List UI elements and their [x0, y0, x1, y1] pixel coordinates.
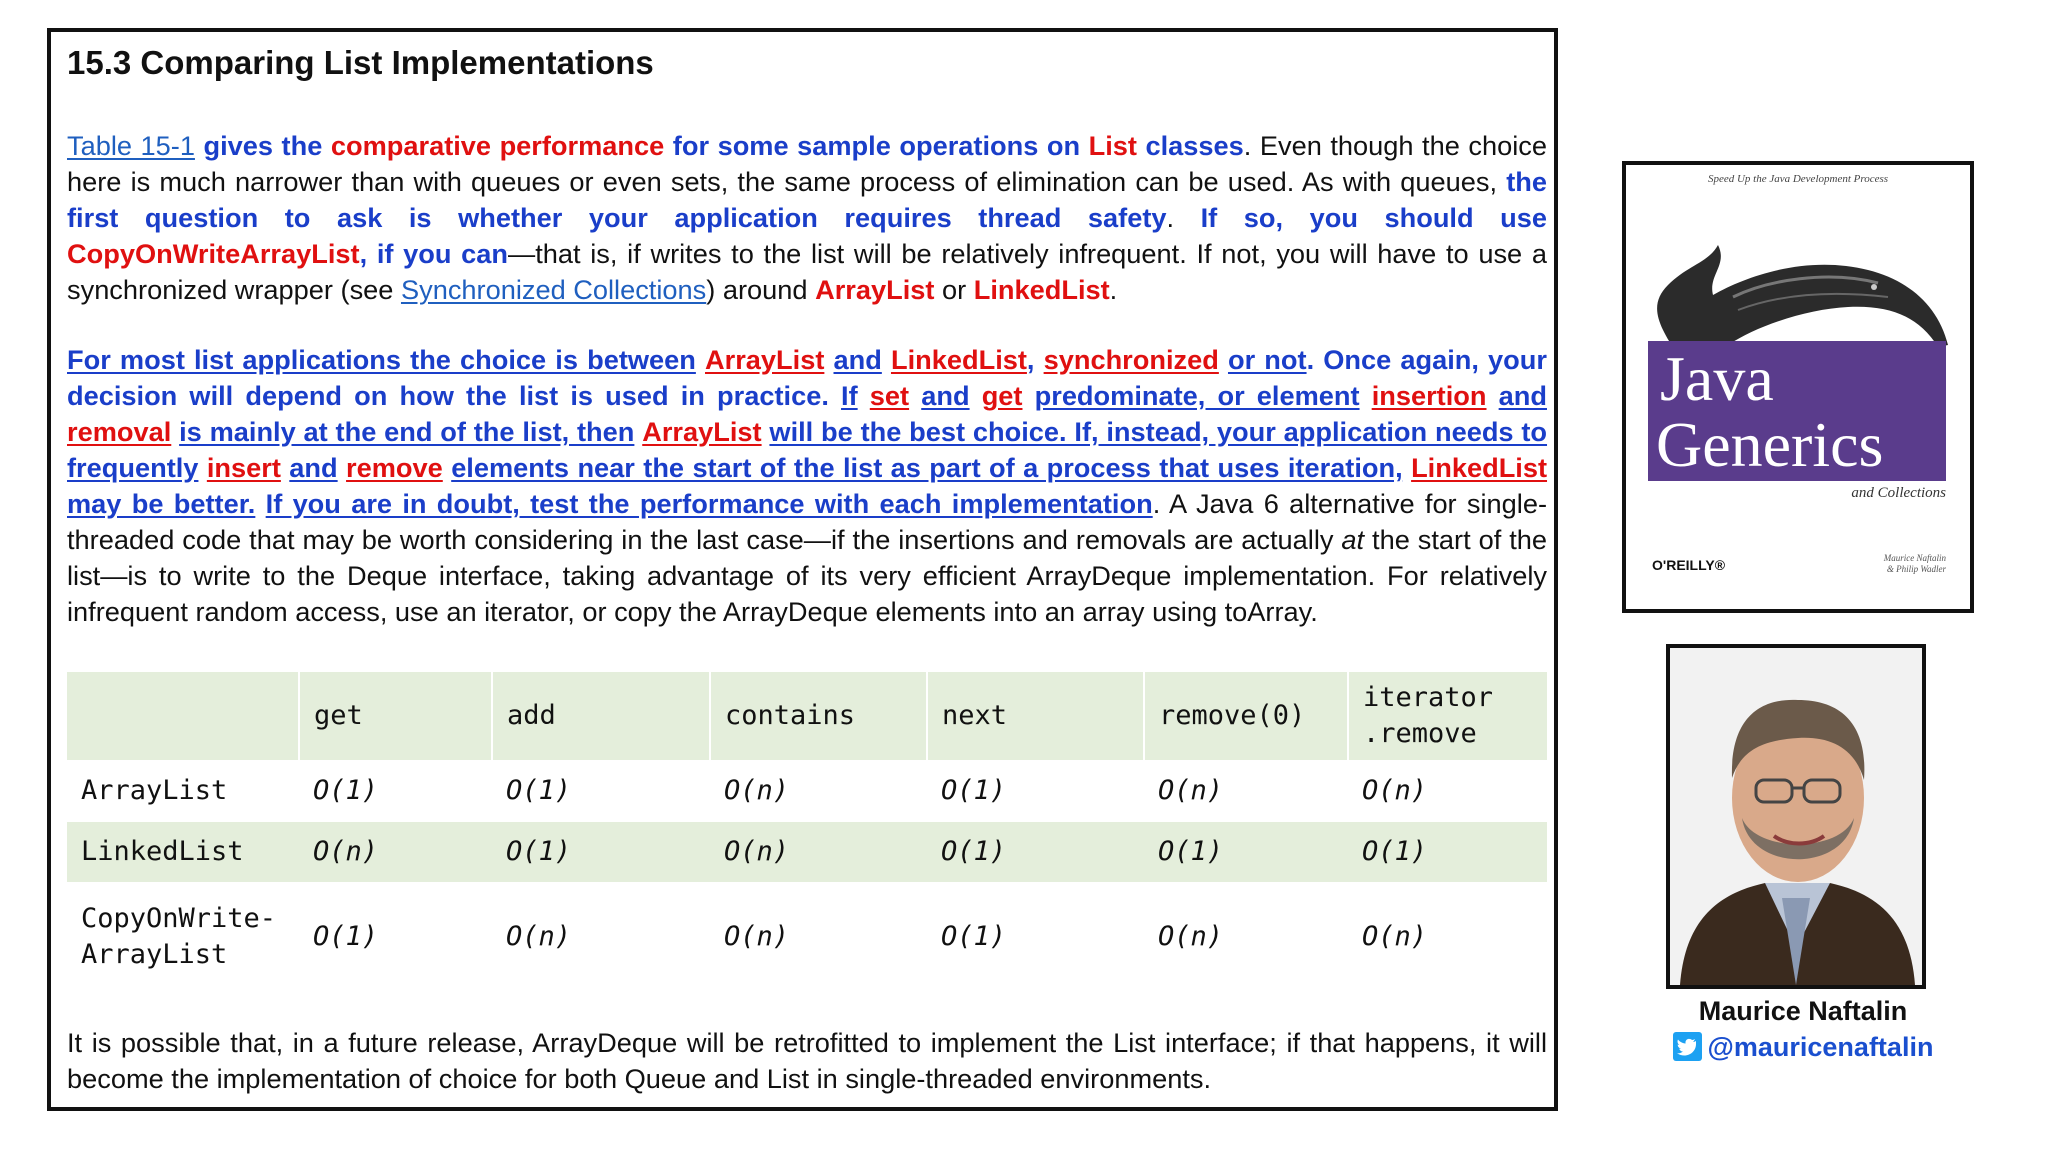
publisher-logo: O'REILLY® [1652, 557, 1726, 573]
table-cell: O(n) [1158, 921, 1224, 952]
text-span: . [1109, 274, 1118, 305]
row-label: LinkedList [81, 836, 244, 867]
text-span: classes [1136, 130, 1244, 161]
text-span: the start of the list—is to write to the Deque interface, taking advantage of its very efficient ArrayDeque implementation. For relatively infrequent random access, use an iterator, or copy the ArrayDeque elements into an array using toArray. [67, 524, 1547, 627]
text-span: or not [1227, 344, 1307, 375]
table-cell: O(1) [506, 836, 572, 867]
speaker-name: Maurice Naftalin [1698, 996, 1908, 1026]
table-cell: O(n) [506, 921, 572, 952]
book-cover [1622, 161, 1974, 613]
text-span: or [934, 274, 974, 305]
table-cell: O(1) [941, 836, 1007, 867]
text-span: at [1341, 524, 1365, 555]
table-cell: O(n) [1362, 775, 1428, 806]
table-cell: O(1) [1362, 836, 1428, 867]
text-span: and [289, 452, 338, 483]
table-header-cell: contains [710, 672, 927, 760]
text-span: will be the best choice. If, instead, your application needs to frequently [67, 416, 1548, 483]
text-span: insertion [1371, 380, 1487, 411]
text-span: If so, you should use [1200, 202, 1547, 233]
table-cell: O(1) [941, 921, 1007, 952]
table-header-row [67, 672, 1547, 760]
text-span: For most list applications the choice is between [67, 344, 696, 375]
text-span: set [869, 380, 910, 411]
text-span: . [1166, 202, 1201, 233]
text-span: LinkedList [890, 344, 1027, 375]
table-cell: O(1) [506, 775, 572, 806]
complexity-table [67, 672, 1547, 992]
text-span: If [841, 380, 858, 411]
text-span: ArrayList [705, 344, 825, 375]
text-span: synchronized [1043, 344, 1219, 375]
text-span: and [921, 380, 970, 411]
text-span: , if you can [359, 238, 509, 269]
row-label: ArrayList [81, 775, 228, 806]
paragraph-1 [67, 128, 1547, 308]
text-span: remove [346, 452, 443, 483]
table-link[interactable]: Table 15-1 [67, 130, 195, 161]
table-row [67, 822, 1547, 882]
speaker-photo [1666, 644, 1926, 989]
book-tagline: Speed Up the Java Development Process [1707, 173, 1889, 185]
text-span: predominate, or element [1034, 380, 1360, 411]
text-span: may be better. [67, 488, 256, 519]
table-cell: O(n) [313, 836, 379, 867]
row-label: CopyOnWrite- ArrayList [81, 903, 277, 970]
content-panel [47, 28, 1558, 1111]
text-span: —that is, if writes to the list will be relatively infrequent. If not, you will have to use a synchronized wrapper (see [67, 238, 1547, 305]
table-header-cell: get [299, 672, 492, 760]
table-cell: O(1) [313, 775, 379, 806]
text-span: ArrayList [815, 274, 935, 305]
text-span: removal [67, 416, 172, 447]
paragraph-3: It is possible that, in a future release, ArrayDeque will be retrofitted to implement the List interface; if that happens, it will become the implementation of choice for both Queue and List in single-threaded environments. [67, 1027, 1547, 1094]
text-span: . A Java 6 alternative for single-threaded code that may be worth considering in the last case—if the insertions and removals are actually [67, 488, 1548, 555]
portrait-image [1670, 648, 1922, 985]
text-span: for some sample operations on [664, 130, 1089, 161]
text-span: and [833, 344, 882, 375]
text-span: comparative performance [330, 130, 665, 161]
table-row [67, 882, 1547, 992]
page-title: 15.3 Comparing List Implementations [67, 44, 654, 81]
text-span: LinkedList [973, 274, 1110, 305]
text-span: elements near the start of the list as part of a process that uses iteration, [451, 452, 1403, 483]
text-span: . Even though the choice here is much narrower than with queues or even sets, the same process of elimination can be used. As with queues, [67, 130, 1547, 197]
text-span: List [1088, 130, 1137, 161]
twitter-icon [1673, 1032, 1702, 1061]
text-span: CopyOnWriteArrayList [67, 238, 360, 269]
synchronized-collections-link[interactable]: Synchronized Collections [400, 274, 707, 305]
table-cell: O(1) [941, 775, 1007, 806]
table-header-cell: add [492, 672, 710, 760]
table-header-cell: next [927, 672, 1144, 760]
twitter-handle[interactable] [1622, 1032, 1984, 1063]
paragraph-2 [67, 342, 1547, 630]
text-span: insert [206, 452, 281, 483]
table-cell: O(1) [1158, 836, 1224, 867]
table-cell: O(n) [724, 775, 790, 806]
text-span: LinkedList [1411, 452, 1548, 483]
text-span: ArrayList [642, 416, 762, 447]
twitter-handle-text: @mauricenaftalin [1707, 1032, 1934, 1062]
text-span: If you are in doubt, test the performance with each implementation [265, 488, 1153, 519]
text-span: ) around [706, 274, 816, 305]
text-span: is mainly at the end of the list, then [179, 416, 635, 447]
table-row [67, 760, 1547, 822]
text-span: gives the [194, 130, 331, 161]
text-span: the first question to ask is whether your application requires thread safety [67, 166, 1547, 233]
text-span: and [1498, 380, 1547, 411]
table-cell: O(n) [1362, 921, 1428, 952]
table-header-cell: iterator .remove [1363, 682, 1494, 749]
text-span: get [981, 380, 1023, 411]
table-cell: O(1) [313, 921, 379, 952]
book-title-line-2: Generics [1656, 409, 1884, 480]
table-cell: O(n) [724, 921, 790, 952]
text-span: , [1026, 344, 1035, 375]
table-header-cell [67, 672, 299, 760]
table-cell: O(n) [724, 836, 790, 867]
book-subtitle: and Collections [1851, 485, 1946, 501]
table-cell: O(n) [1158, 775, 1224, 806]
book-authors: Maurice Naftalin & Philip Wadler [1883, 553, 1946, 574]
book-title-line-1: Java [1660, 343, 1774, 414]
text-span: . Once again, your decision will depend on how the list is used in practice. [67, 344, 1547, 411]
table-header-cell: remove(0) [1144, 672, 1348, 760]
